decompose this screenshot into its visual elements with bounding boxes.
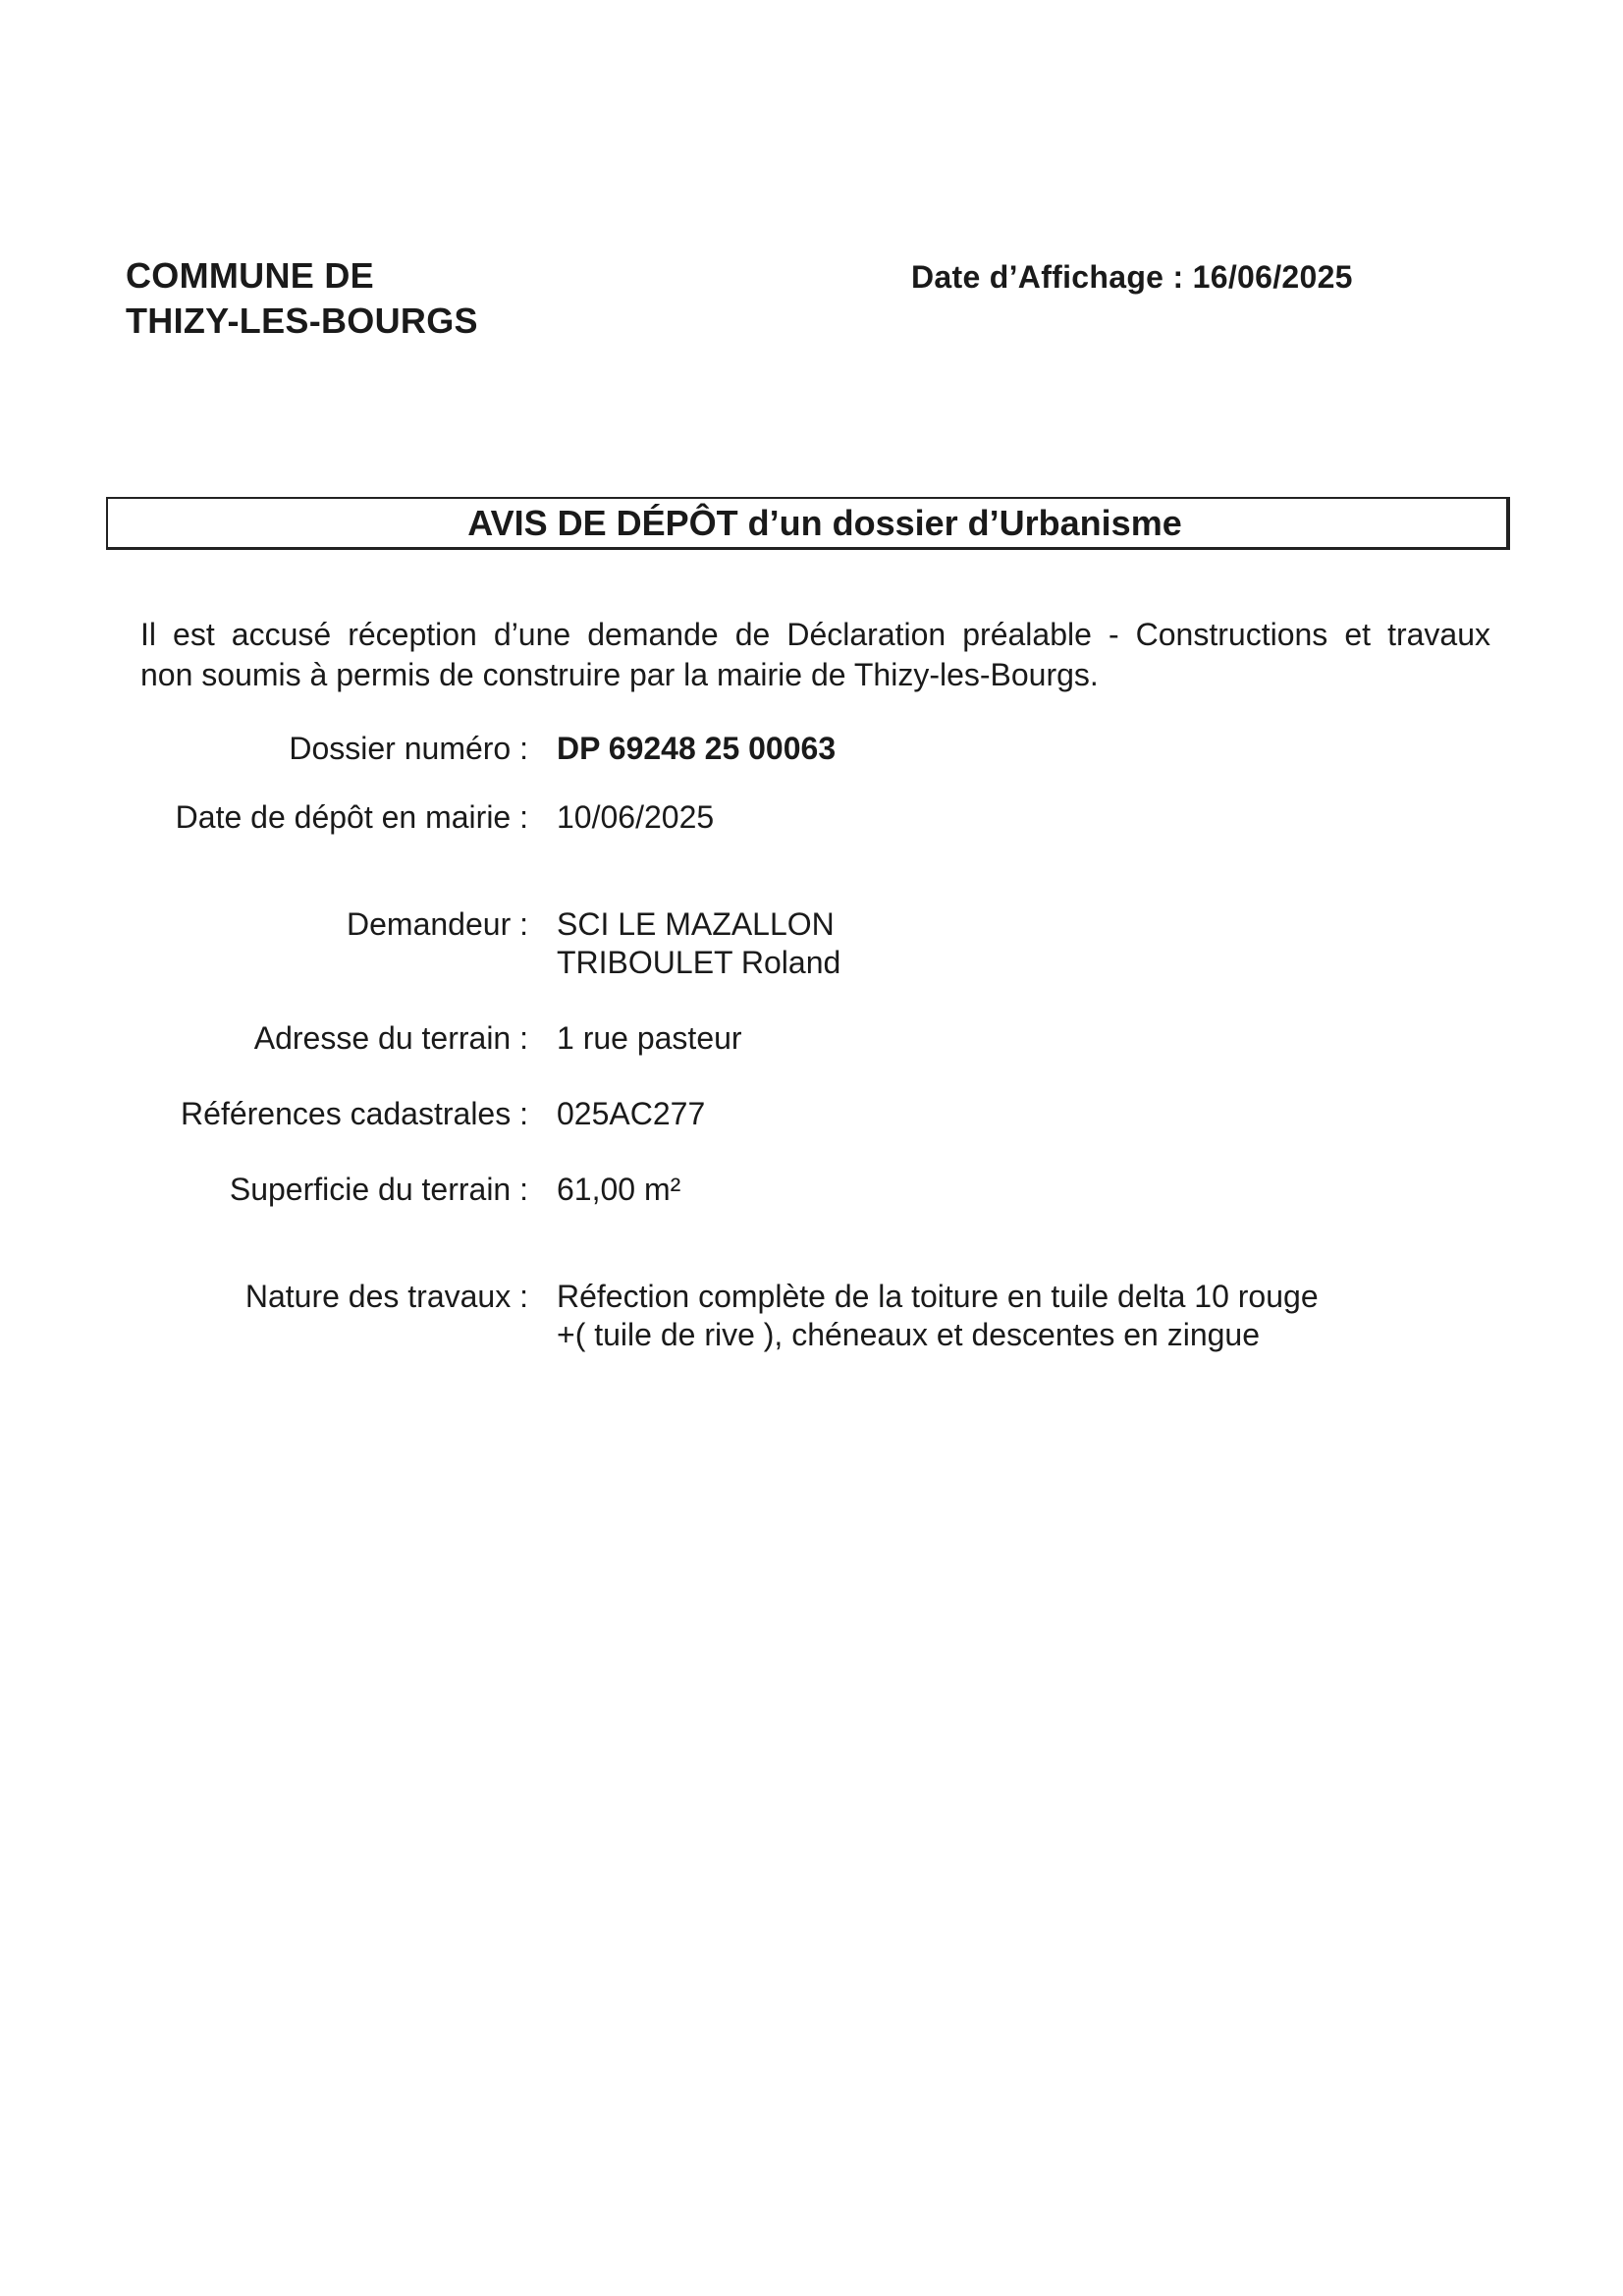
commune-name: [126, 253, 478, 344]
field-nature-value: [557, 1278, 1319, 1354]
field-adresse-value: 1 rue pasteur: [557, 1020, 742, 1056]
commune-line-1: COMMUNE DE: [126, 255, 374, 296]
intro-line-1: Il est accusé réception d’une demande de Déclaration préalable - Constructions et travaux: [140, 617, 1490, 652]
field-adresse-label: Adresse du terrain :: [253, 1020, 528, 1056]
intro-paragraph: [140, 615, 1490, 695]
field-nature-label: Nature des travaux :: [244, 1279, 528, 1314]
field-cadastre-label: Références cadastrales :: [181, 1096, 528, 1131]
field-date-depot-value: 10/06/2025: [557, 799, 715, 835]
field-demandeur-value-line-1: SCI LE MAZALLON: [557, 906, 835, 942]
intro-line-2: non soumis à permis de construire par la mairie de Thizy-les-Bourgs.: [140, 657, 1099, 692]
commune-line-2: THIZY-LES-BOURGS: [126, 301, 478, 341]
field-nature-value-line-1: Réfection complète de la toiture en tuile delta 10 rouge: [557, 1279, 1319, 1314]
field-superficie-label: Superficie du terrain :: [229, 1172, 528, 1207]
date-affichage: Date d’Affichage : 16/06/2025: [911, 259, 1353, 295]
field-demandeur-value-line-2: TRIBOULET Roland: [557, 945, 841, 980]
field-cadastre-value: 025AC277: [557, 1096, 706, 1131]
title-box: [106, 497, 1510, 550]
field-dossier-value: DP 69248 25 00063: [557, 731, 837, 766]
field-demandeur-value: [557, 905, 840, 982]
field-demandeur-label: Demandeur :: [347, 906, 528, 942]
field-dossier-label: Dossier numéro :: [289, 731, 528, 766]
field-date-depot-label: Date de dépôt en mairie :: [175, 799, 528, 835]
field-superficie-value: 61,00 m²: [557, 1172, 681, 1207]
field-nature-value-line-2: +( tuile de rive ), chéneaux et descentes en zingue: [557, 1317, 1260, 1352]
document-title: AVIS DE DÉPÔT d’un dossier d’Urbanisme: [467, 502, 1182, 543]
